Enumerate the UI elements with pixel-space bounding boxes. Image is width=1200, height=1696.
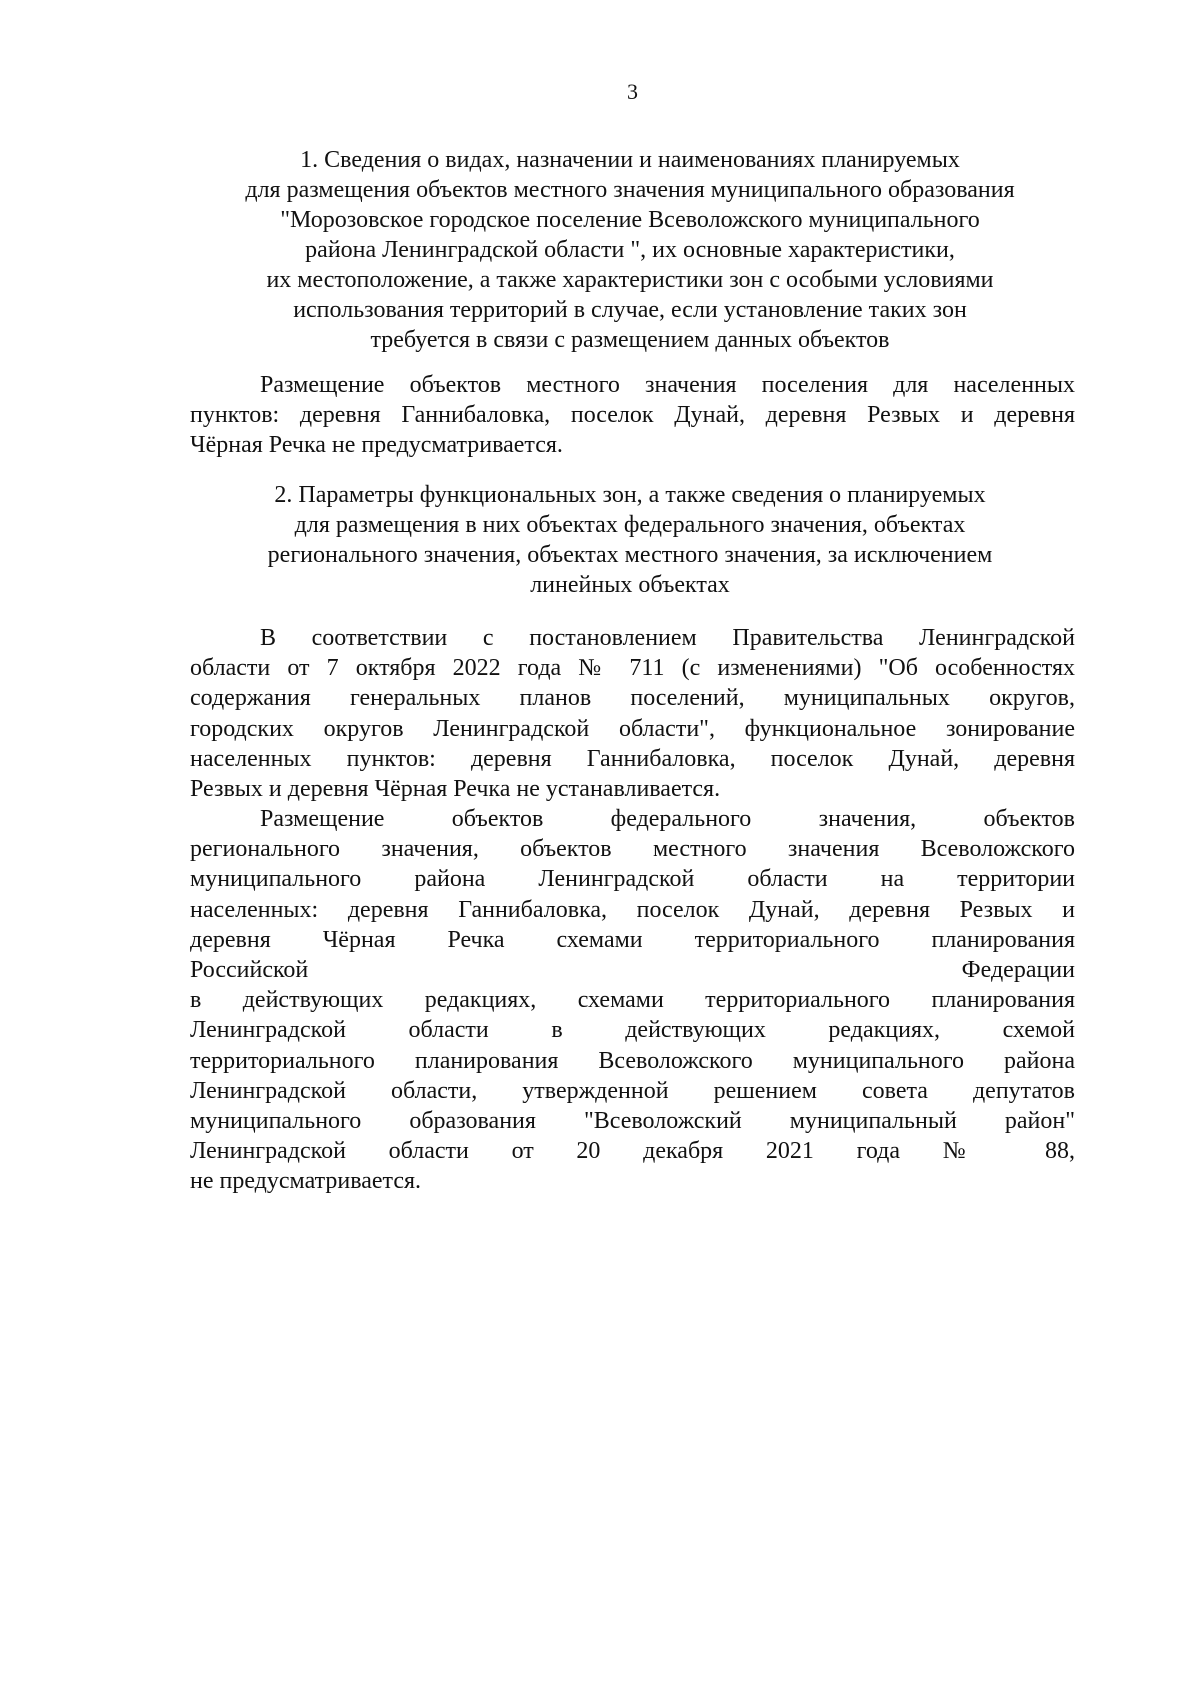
paragraph-line: Российской Федерации	[190, 956, 1075, 983]
heading-line: для размещения объектов местного значения муниципального образования	[245, 177, 1015, 203]
paragraph-line: области от 7 октября 2022 года № 711 (с изменениями) "Об особенностях	[190, 655, 1075, 682]
paragraph-line: не предусматривается.	[190, 1168, 422, 1195]
page-number: 3	[627, 79, 638, 104]
paragraph-line: муниципального образования "Всеволожский муниципальный район"	[190, 1107, 1075, 1134]
paragraph-line: в действующих редакциях, схемами территориального планирования	[190, 987, 1075, 1014]
heading-line: использования территорий в случае, если установление таких зон	[293, 297, 967, 323]
paragraph-line: Размещение объектов местного значения поселения для населенных	[260, 372, 1075, 398]
heading-line: 1. Сведения о видах, назначении и наименованиях планируемых	[300, 147, 960, 173]
section-2-paragraph-2	[190, 804, 1075, 1196]
heading-line: района Ленинградской области ", их основные характеристики,	[305, 237, 955, 263]
section-1-paragraph	[190, 370, 1075, 461]
paragraph-line: Размещение объектов федерального значения, объектов	[260, 806, 1075, 832]
paragraph-line: Резвых и деревня Чёрная Речка не устанавливается.	[190, 775, 721, 802]
paragraph-line: Ленинградской области от 20 декабря 2021 года № 88,	[190, 1138, 1075, 1165]
paragraph-line: пунктов: деревня Ганнибаловка, поселок Дунай, деревня Резвых и деревня	[190, 402, 1075, 429]
paragraph-line: содержания генеральных планов поселений, муниципальных округов,	[190, 685, 1075, 712]
section-2-paragraph-1	[190, 623, 1075, 804]
paragraph-line: городских округов Ленинградской области", функциональное зонирование	[190, 715, 1075, 742]
section-2-heading	[150, 480, 1110, 600]
paragraph-line: В соответствии с постановлением Правительства Ленинградской	[260, 625, 1075, 651]
paragraph-line: населенных пунктов: деревня Ганнибаловка, поселок Дунай, деревня	[190, 745, 1075, 772]
paragraph-line: Ленинградской области в действующих редакциях, схемой	[190, 1017, 1075, 1044]
heading-line: их местоположение, а также характеристики зон с особыми условиями	[266, 267, 994, 293]
heading-line: регионального значения, объектах местного значения, за исключением	[267, 542, 993, 568]
paragraph-line: регионального значения, объектов местного значения Всеволожского	[190, 836, 1075, 863]
heading-line: "Морозовское городское поселение Всеволожского муниципального	[280, 207, 980, 233]
paragraph-line: деревня Чёрная Речка схемами территориального планирования	[190, 926, 1075, 953]
heading-line: линейных объектах	[530, 572, 730, 598]
heading-line: 2. Параметры функциональных зон, а также сведения о планируемых	[274, 482, 986, 508]
heading-line: требуется в связи с размещением данных объектов	[370, 327, 890, 353]
section-1-heading	[150, 145, 1110, 355]
paragraph-line: населенных: деревня Ганнибаловка, поселок Дунай, деревня Резвых и	[190, 896, 1075, 923]
paragraph-line: муниципального района Ленинградской области на территории	[190, 866, 1075, 893]
heading-line: для размещения в них объектах федерального значения, объектах	[294, 512, 966, 538]
paragraph-line: территориального планирования Всеволожского муниципального района	[190, 1047, 1075, 1074]
paragraph-line: Ленинградской области, утвержденной решением совета депутатов	[190, 1077, 1075, 1104]
paragraph-line: Чёрная Речка не предусматривается.	[190, 432, 563, 459]
